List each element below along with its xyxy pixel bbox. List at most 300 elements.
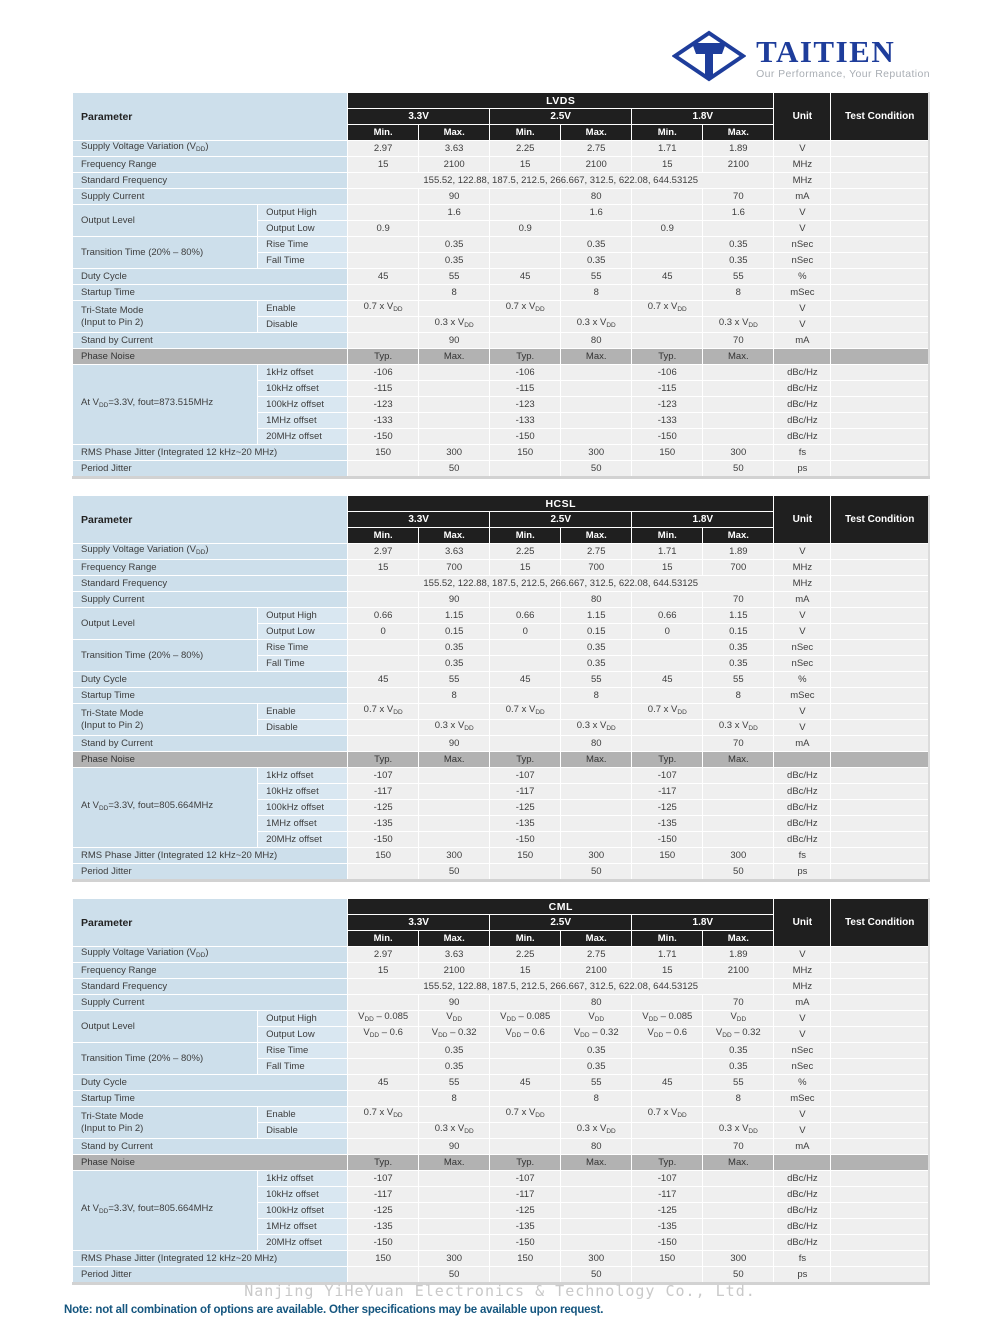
value-cell — [348, 1043, 419, 1059]
min-header: Min. — [348, 528, 419, 544]
unit-cell: dBc/Hz — [774, 1187, 831, 1203]
value-cell — [348, 688, 419, 704]
parameter-header: Parameter — [73, 899, 348, 947]
unit-cell: ps — [774, 864, 831, 881]
signal-name: HCSL — [348, 496, 774, 512]
value-cell — [561, 704, 632, 720]
value-cell: -125 — [490, 1203, 561, 1219]
unit-cell: % — [774, 269, 831, 285]
value-cell — [419, 1187, 490, 1203]
sub-param-label: 10kHz offset — [258, 381, 348, 397]
test-condition-cell — [831, 1187, 929, 1203]
value-cell: 50 — [419, 461, 490, 478]
value-cell — [632, 333, 703, 349]
unit-cell: V — [774, 624, 831, 640]
parameter-header: Parameter — [73, 93, 348, 141]
value-cell: 0.3 x $V_{DD}$ — [419, 720, 490, 736]
value-cell: 45 — [632, 672, 703, 688]
col-type-label: Typ. — [490, 349, 561, 365]
value-cell: 0.7 x $V_{DD}$ — [632, 704, 703, 720]
test-condition-cell — [831, 800, 929, 816]
min-header: Min. — [490, 528, 561, 544]
param-label: Supply Voltage Variation $(V_{DD})$ — [73, 141, 348, 157]
value-cell: 8 — [561, 285, 632, 301]
value-cell: 0.3 x $V_{DD}$ — [419, 317, 490, 333]
value-cell — [490, 333, 561, 349]
voltage-header: 2.5V — [490, 512, 632, 528]
unit-cell: dBc/Hz — [774, 800, 831, 816]
value-cell — [632, 285, 703, 301]
param-label: Phase Noise — [73, 349, 348, 365]
value-cell — [348, 1059, 419, 1075]
sub-param-label: Enable — [258, 1107, 348, 1123]
sub-param-label: Output High — [258, 1011, 348, 1027]
value-cell: 15 — [632, 157, 703, 173]
value-cell: 0.35 — [419, 640, 490, 656]
unit-cell: nSec — [774, 1043, 831, 1059]
voltage-header: 2.5V — [490, 915, 632, 931]
param-label: Supply Voltage Variation $(V_{DD})$ — [73, 947, 348, 963]
test-condition-cell — [831, 429, 929, 445]
value-cell: 0.35 — [419, 237, 490, 253]
sub-param-label: 100kHz offset — [258, 800, 348, 816]
param-label: RMS Phase Jitter (Integrated 12 kHz~20 MHz) — [73, 445, 348, 461]
max-header: Max. — [419, 931, 490, 947]
value-cell — [632, 656, 703, 672]
sub-param-label: Rise Time — [258, 237, 348, 253]
value-cell: 8 — [703, 1091, 774, 1107]
value-cell: 0.3 x $V_{DD}$ — [703, 720, 774, 736]
test-condition-cell — [831, 285, 929, 301]
test-condition-cell — [831, 1267, 929, 1284]
unit-cell: MHz — [774, 560, 831, 576]
logo-tagline: Our Performance, Your Reputation — [756, 67, 930, 80]
unit-cell: mA — [774, 995, 831, 1011]
value-cell — [419, 381, 490, 397]
value-cell — [348, 1139, 419, 1155]
value-cell — [632, 205, 703, 221]
test-condition-cell — [831, 1011, 929, 1027]
value-cell — [419, 397, 490, 413]
value-cell — [561, 784, 632, 800]
sub-param-label: Output High — [258, 608, 348, 624]
value-cell — [703, 365, 774, 381]
value-cell: -106 — [348, 365, 419, 381]
unit-cell: % — [774, 672, 831, 688]
test-condition-cell — [831, 1091, 929, 1107]
value-cell: 55 — [419, 269, 490, 285]
value-cell: -150 — [348, 832, 419, 848]
param-label: Duty Cycle — [73, 269, 348, 285]
value-cell: -107 — [348, 1171, 419, 1187]
value-cell: 0.15 — [561, 624, 632, 640]
value-cell: $V_{DD} - 0.085$ — [632, 1011, 703, 1027]
param-label: Output Level — [73, 1011, 258, 1043]
value-cell: 80 — [561, 189, 632, 205]
value-cell: 0.66 — [490, 608, 561, 624]
col-type-label: Typ. — [348, 752, 419, 768]
value-cell: 0.9 — [348, 221, 419, 237]
voltage-header: 3.3V — [348, 512, 490, 528]
param-label: Startup Time — [73, 688, 348, 704]
footer-note: Note: not all combination of options are available. Other specifications may be available upon request. — [64, 1304, 604, 1316]
value-cell: 300 — [703, 848, 774, 864]
value-cell: 150 — [490, 848, 561, 864]
value-cell: -117 — [348, 784, 419, 800]
col-type-label: Max. — [561, 752, 632, 768]
min-header: Min. — [348, 125, 419, 141]
spec-table-cml — [72, 898, 930, 1285]
voltage-header: 1.8V — [632, 109, 774, 125]
test-condition-cell — [831, 1075, 929, 1091]
value-cell: 1.6 — [561, 205, 632, 221]
test-condition-cell — [831, 544, 929, 560]
logo-wordmark: TAITIEN — [756, 33, 896, 69]
value-cell — [490, 1123, 561, 1139]
value-cell — [703, 1187, 774, 1203]
value-cell: -150 — [348, 429, 419, 445]
value-cell: $V_{DD} - 0.6$ — [490, 1027, 561, 1043]
value-cell: 8 — [419, 688, 490, 704]
value-cell — [348, 205, 419, 221]
test-condition-cell — [831, 1203, 929, 1219]
spec-table-hcsl — [72, 495, 930, 882]
col-type-label: Typ. — [348, 349, 419, 365]
param-label: Phase Noise — [73, 1155, 348, 1171]
value-cell: 55 — [561, 1075, 632, 1091]
param-label: Frequency Range — [73, 560, 348, 576]
unit-header: Unit — [774, 899, 831, 947]
value-cell — [632, 1043, 703, 1059]
sub-param-label: Disable — [258, 317, 348, 333]
test-condition-cell — [831, 253, 929, 269]
value-cell — [632, 253, 703, 269]
value-cell: 0.7 x $V_{DD}$ — [490, 704, 561, 720]
unit-cell: MHz — [774, 576, 831, 592]
value-cell: 70 — [703, 592, 774, 608]
value-cell — [561, 365, 632, 381]
unit-cell: nSec — [774, 237, 831, 253]
unit-cell: V — [774, 221, 831, 237]
value-cell: -150 — [490, 1235, 561, 1251]
value-cell: 1.71 — [632, 947, 703, 963]
sub-param-label: Disable — [258, 1123, 348, 1139]
value-cell: 0.7 x $V_{DD}$ — [348, 704, 419, 720]
value-cell: $V_{DD}$ — [419, 1011, 490, 1027]
sub-param-label: Enable — [258, 301, 348, 317]
value-cell — [632, 189, 703, 205]
max-header: Max. — [703, 125, 774, 141]
sub-param-label: 1MHz offset — [258, 413, 348, 429]
value-cell — [348, 995, 419, 1011]
value-cell — [703, 704, 774, 720]
value-cell — [703, 413, 774, 429]
value-cell — [419, 1219, 490, 1235]
value-cell — [632, 1123, 703, 1139]
param-label: RMS Phase Jitter (Integrated 12 kHz~20 MHz) — [73, 848, 348, 864]
max-header: Max. — [561, 125, 632, 141]
unit-cell: MHz — [774, 157, 831, 173]
unit-cell: V — [774, 947, 831, 963]
value-cell: -117 — [348, 1187, 419, 1203]
unit-cell: V — [774, 317, 831, 333]
value-cell: 50 — [419, 1267, 490, 1284]
value-cell: -117 — [632, 1187, 703, 1203]
param-label: At $V_{DD}=3.3V$, fout=805.664MHz — [73, 1171, 258, 1251]
test-condition-cell — [831, 592, 929, 608]
value-cell: 8 — [561, 688, 632, 704]
value-cell: 0.15 — [419, 624, 490, 640]
unit-cell: mA — [774, 1139, 831, 1155]
value-cell: 70 — [703, 995, 774, 1011]
unit-cell: dBc/Hz — [774, 429, 831, 445]
param-label: Tri-State Mode (Input to Pin 2) — [73, 704, 258, 736]
value-cell: 150 — [348, 1251, 419, 1267]
value-cell: -125 — [632, 1203, 703, 1219]
param-label: Frequency Range — [73, 157, 348, 173]
logo-text — [756, 33, 930, 80]
test-condition-cell — [831, 445, 929, 461]
value-cell: 0.15 — [703, 624, 774, 640]
value-cell: 2.25 — [490, 947, 561, 963]
test-condition-cell — [831, 221, 929, 237]
value-cell: 80 — [561, 592, 632, 608]
value-cell: 0.3 x $V_{DD}$ — [561, 720, 632, 736]
value-cell — [561, 800, 632, 816]
param-label: Supply Voltage Variation $(V_{DD})$ — [73, 544, 348, 560]
value-cell: -123 — [632, 397, 703, 413]
value-cell: 15 — [490, 157, 561, 173]
value-cell: 0.35 — [419, 656, 490, 672]
voltage-header: 1.8V — [632, 512, 774, 528]
value-cell — [703, 768, 774, 784]
value-cell: 700 — [703, 560, 774, 576]
value-cell: 0 — [490, 624, 561, 640]
unit-cell: dBc/Hz — [774, 413, 831, 429]
sub-param-label: 1kHz offset — [258, 768, 348, 784]
value-cell: 0.35 — [561, 1059, 632, 1075]
value-cell — [348, 285, 419, 301]
test-condition-cell — [831, 848, 929, 864]
value-cell — [703, 221, 774, 237]
value-cell: 0 — [348, 624, 419, 640]
unit-cell: V — [774, 1011, 831, 1027]
param-label: Startup Time — [73, 1091, 348, 1107]
test-condition-cell — [831, 301, 929, 317]
test-condition-cell — [831, 461, 929, 478]
value-cell: 0.7 x $V_{DD}$ — [490, 1107, 561, 1123]
param-label: Supply Current — [73, 592, 348, 608]
sub-param-label: 100kHz offset — [258, 397, 348, 413]
min-header: Min. — [632, 931, 703, 947]
value-cell — [348, 237, 419, 253]
value-cell — [348, 640, 419, 656]
test-condition-cell — [831, 1171, 929, 1187]
value-cell: 1.15 — [561, 608, 632, 624]
value-cell — [703, 1219, 774, 1235]
value-cell — [632, 720, 703, 736]
value-cell — [419, 221, 490, 237]
taitien-logo-icon — [672, 30, 746, 86]
value-cell: 90 — [419, 592, 490, 608]
value-cell — [348, 864, 419, 881]
param-label: Startup Time — [73, 285, 348, 301]
param-label: At $V_{DD}=3.3V$, fout=805.664MHz — [73, 768, 258, 848]
value-cell — [703, 1171, 774, 1187]
max-header: Max. — [561, 931, 632, 947]
unit-cell: dBc/Hz — [774, 365, 831, 381]
unit-cell: % — [774, 1075, 831, 1091]
value-cell — [703, 1107, 774, 1123]
value-cell: 8 — [419, 285, 490, 301]
value-cell: 15 — [348, 157, 419, 173]
col-type-label: Max. — [419, 752, 490, 768]
value-cell: 300 — [419, 848, 490, 864]
param-label: Output Level — [73, 608, 258, 640]
col-type-label: Typ. — [490, 1155, 561, 1171]
value-cell: 0.66 — [348, 608, 419, 624]
value-cell: 2.97 — [348, 141, 419, 157]
value-cell — [419, 365, 490, 381]
value-cell: 3.63 — [419, 544, 490, 560]
value-cell: 0.35 — [703, 237, 774, 253]
value-cell: 3.63 — [419, 947, 490, 963]
value-cell — [632, 1091, 703, 1107]
test-condition-cell — [831, 979, 929, 995]
param-label: Phase Noise — [73, 752, 348, 768]
unit-cell: mA — [774, 189, 831, 205]
value-cell: 45 — [348, 672, 419, 688]
test-condition-cell — [831, 1123, 929, 1139]
value-cell: 0.3 x $V_{DD}$ — [703, 317, 774, 333]
value-cell: 90 — [419, 333, 490, 349]
test-condition-cell — [831, 963, 929, 979]
value-cell — [348, 592, 419, 608]
value-cell: 8 — [703, 688, 774, 704]
value-cell: 0.35 — [703, 253, 774, 269]
test-condition-cell — [831, 1107, 929, 1123]
value-cell: 50 — [703, 1267, 774, 1284]
value-cell: -106 — [490, 365, 561, 381]
param-label: Supply Current — [73, 189, 348, 205]
value-cell: -150 — [632, 429, 703, 445]
value-cell: 90 — [419, 1139, 490, 1155]
value-cell: 15 — [632, 560, 703, 576]
value-cell: 300 — [561, 445, 632, 461]
value-cell: 15 — [348, 963, 419, 979]
sub-param-label: 1kHz offset — [258, 365, 348, 381]
test-condition-cell — [831, 1139, 929, 1155]
value-cell: 700 — [419, 560, 490, 576]
unit-cell: mA — [774, 736, 831, 752]
value-cell: 155.52, 122.88, 187.5, 212.5, 266.667, 312.5, 622.08, 644.53125 — [348, 173, 774, 189]
test-condition-cell — [831, 832, 929, 848]
value-cell: 150 — [632, 445, 703, 461]
test-condition-cell — [831, 947, 929, 963]
value-cell — [490, 237, 561, 253]
test-condition-cell — [831, 333, 929, 349]
unit-cell: dBc/Hz — [774, 768, 831, 784]
value-cell: 0.3 x $V_{DD}$ — [561, 1123, 632, 1139]
value-cell: 90 — [419, 736, 490, 752]
param-label: Standard Frequency — [73, 979, 348, 995]
value-cell: 300 — [703, 1251, 774, 1267]
test-condition-header: Test Condition — [831, 93, 929, 141]
value-cell — [561, 1187, 632, 1203]
test-condition-cell — [831, 624, 929, 640]
value-cell: 55 — [419, 672, 490, 688]
sub-param-label: 10kHz offset — [258, 784, 348, 800]
value-cell: 300 — [561, 1251, 632, 1267]
test-condition-cell — [831, 752, 929, 768]
param-label: Supply Current — [73, 995, 348, 1011]
unit-cell: mSec — [774, 1091, 831, 1107]
value-cell — [419, 413, 490, 429]
value-cell — [348, 189, 419, 205]
value-cell — [561, 768, 632, 784]
value-cell — [490, 1091, 561, 1107]
value-cell — [348, 333, 419, 349]
value-cell: 1.71 — [632, 544, 703, 560]
value-cell: $V_{DD} - 0.6$ — [632, 1027, 703, 1043]
value-cell: 1.71 — [632, 141, 703, 157]
test-condition-cell — [831, 640, 929, 656]
value-cell: 0.35 — [703, 1043, 774, 1059]
value-cell: 90 — [419, 189, 490, 205]
value-cell: 45 — [348, 1075, 419, 1091]
value-cell: -123 — [490, 397, 561, 413]
value-cell — [703, 1203, 774, 1219]
test-condition-cell — [831, 269, 929, 285]
value-cell: -135 — [490, 1219, 561, 1235]
value-cell — [561, 832, 632, 848]
sub-param-label: Fall Time — [258, 253, 348, 269]
value-cell: -135 — [632, 1219, 703, 1235]
value-cell — [703, 800, 774, 816]
value-cell: 0.35 — [561, 237, 632, 253]
value-cell: 150 — [632, 1251, 703, 1267]
test-condition-cell — [831, 1059, 929, 1075]
value-cell: $V_{DD} - 0.6$ — [348, 1027, 419, 1043]
test-condition-cell — [831, 784, 929, 800]
col-type-label: Max. — [703, 349, 774, 365]
test-condition-cell — [831, 864, 929, 881]
unit-cell: dBc/Hz — [774, 832, 831, 848]
sub-param-label: 10kHz offset — [258, 1187, 348, 1203]
value-cell — [703, 381, 774, 397]
value-cell — [703, 1235, 774, 1251]
param-label: Period Jitter — [73, 864, 348, 881]
test-condition-header: Test Condition — [831, 899, 929, 947]
unit-cell: V — [774, 1027, 831, 1043]
value-cell: 1.15 — [419, 608, 490, 624]
test-condition-cell — [831, 397, 929, 413]
value-cell: 2100 — [703, 157, 774, 173]
value-cell — [703, 784, 774, 800]
test-condition-cell — [831, 656, 929, 672]
test-condition-cell — [831, 608, 929, 624]
value-cell — [348, 720, 419, 736]
col-type-label: Typ. — [348, 1155, 419, 1171]
value-cell: -135 — [348, 1219, 419, 1235]
unit-cell: V — [774, 141, 831, 157]
sub-param-label: Output Low — [258, 624, 348, 640]
value-cell: 3.63 — [419, 141, 490, 157]
sub-param-label: 20MHz offset — [258, 1235, 348, 1251]
sub-param-label: 1MHz offset — [258, 816, 348, 832]
value-cell: 0.35 — [561, 640, 632, 656]
value-cell: 90 — [419, 995, 490, 1011]
